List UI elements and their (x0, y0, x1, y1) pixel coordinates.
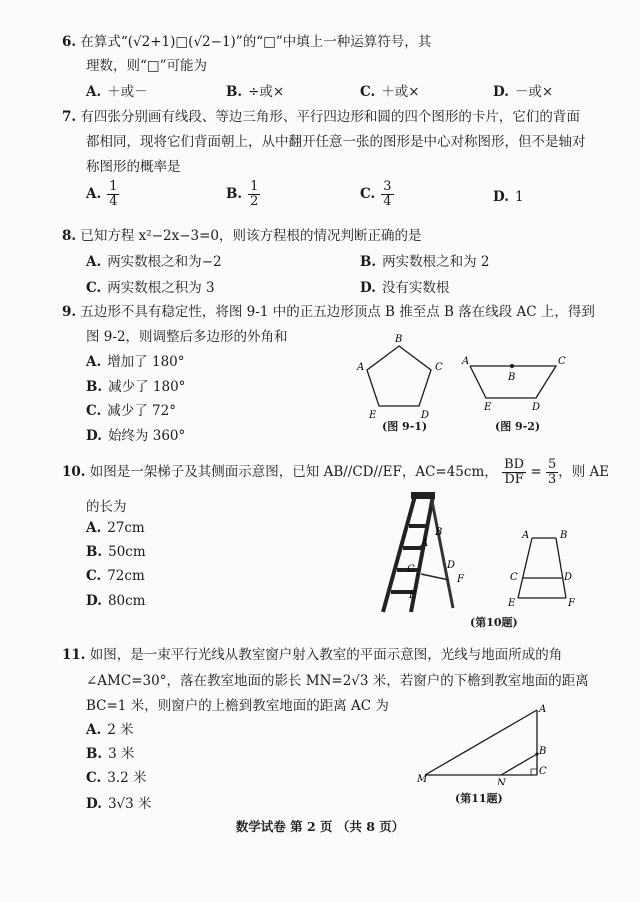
q9-line1 (62, 300, 595, 320)
svg-text:C: C (510, 572, 518, 583)
svg-text:D: D (421, 410, 430, 420)
q9-option-a: A. 增加了 180° (86, 354, 185, 370)
q11-line3: BC=1 米，则窗户的上檐到教室地面的距离 AC 为 (86, 698, 389, 714)
q11-line1 (62, 643, 562, 663)
svg-text:A: A (539, 704, 547, 715)
svg-text:F: F (568, 598, 575, 608)
q9-line2: 图 9-2，则调整后多边形的外角和 (86, 329, 288, 345)
q10-option-a: A. 27cm (86, 520, 145, 536)
q11-number: 11. (62, 647, 86, 663)
q8-text: 已知方程 x²−2x−3=0，则该方程根的情况判断正确的是 (80, 228, 422, 244)
shadow-triangle-diagram (415, 700, 555, 785)
q8-option-b: B. 两实数根之和为 2 (360, 254, 490, 270)
q10-option-d: D. 80cm (86, 593, 146, 609)
svg-text:C: C (435, 362, 443, 373)
svg-text:M: M (417, 774, 428, 785)
q9-text: 五边形不具有稳定性，将图 9-1 中的正五边形顶点 B 推至点 B 落在线段 AC 上，得到 (80, 304, 595, 320)
q10-line2: 的长为 (86, 499, 127, 515)
svg-text:E: E (369, 410, 377, 420)
q6-option-c: C. ＋或× (360, 84, 420, 100)
q7-line2: 都相同，现将它们背面朝上，从中翻开任意一张的图形是中心对称图形，但不是轴对 (86, 134, 586, 150)
svg-text:E: E (409, 590, 417, 601)
svg-text:E: E (508, 598, 516, 608)
q7-option-a: A. $\frac{1}{4}$ (86, 179, 118, 209)
q6-option-d: D. －或× (493, 84, 554, 100)
q6-line1 (62, 30, 431, 50)
svg-text:A: A (357, 362, 365, 373)
svg-text:C: C (407, 564, 415, 575)
svg-text:N: N (497, 778, 506, 785)
q10-line1: 10. 如图是一架梯子及其侧面示意图，已知 AB//CD//EF，AC=45cm， $\frac{BD}{DF}$ = $\frac{5}{3}$ ，则 AE (62, 457, 610, 487)
figure-11-caption: (第11题) (455, 792, 503, 805)
q6-option-b: B. ÷或× (226, 84, 285, 100)
q9-option-c: C. 减少了 72° (86, 403, 176, 419)
svg-text:E: E (484, 402, 492, 413)
q7-line3: 称图形的概率是 (86, 159, 181, 175)
q10-fraction-bd-df: $\frac{BD}{DF}$ (504, 457, 525, 487)
q11-option-c: C. 3.2 米 (86, 770, 147, 786)
q6-text: 在算式“(√2+1)□(√2−1)”的“□”中填上一种运算符号，其 (80, 34, 432, 50)
svg-text:D: D (564, 572, 573, 583)
page-footer: 数学试卷 第 2 页 （共 8 页） (235, 819, 405, 834)
q7-option-d: D. 1 (493, 189, 524, 205)
q10-option-b: B. 50cm (86, 544, 146, 560)
q7-text: 有四张分别画有线段、等边三角形、平行四边形和圆的四个图形的卡片，它们的背面 (80, 109, 580, 125)
q8-option-d: D. 没有实数根 (360, 280, 450, 296)
svg-text:B: B (539, 746, 547, 757)
q8-line1 (62, 224, 422, 244)
q11-option-d: D. 3√3 米 (86, 796, 152, 812)
figure-9-1-caption: (图 9-1) (382, 420, 428, 433)
q11-option-a: A. 2 米 (86, 722, 134, 738)
pentagon-figure-9-1 (355, 330, 465, 420)
svg-text:A: A (462, 356, 470, 367)
svg-text:A: A (421, 538, 429, 549)
q6-line2: 理数，则“□”可能为 (86, 58, 208, 74)
q6-option-a: A. ＋或－ (86, 84, 148, 100)
svg-text:B: B (395, 334, 403, 345)
q7-option-c: C. $\frac{3}{4}$ (360, 179, 392, 209)
q6-number: 6. (62, 34, 77, 50)
q10-number: 10. (62, 464, 86, 480)
svg-text:B: B (560, 530, 568, 541)
svg-text:C: C (558, 356, 566, 367)
svg-text:B: B (508, 372, 516, 383)
q10-fraction-5-3: $\frac{5}{3}$ (547, 457, 557, 487)
q11-line2: ∠AMC=30°，落在教室地面的影长 MN=2√3 米，若窗户的下檐到教室地面的距离 (86, 673, 589, 689)
q7-number: 7. (62, 109, 77, 125)
svg-text:C: C (539, 766, 547, 777)
q8-option-c: C. 两实数根之积为 3 (86, 280, 215, 296)
svg-text:D: D (447, 560, 456, 571)
q8-number: 8. (62, 228, 77, 244)
figure-9-2-caption: (图 9-2) (495, 420, 541, 433)
figure-9-2 (460, 350, 580, 420)
q11-option-b: B. 3 米 (86, 746, 135, 762)
q8-option-a: A. 两实数根之和为−2 (86, 254, 222, 270)
ladder-illustration (375, 488, 475, 616)
q9-option-b: B. 减少了 180° (86, 379, 186, 395)
svg-text:B: B (435, 527, 443, 538)
q9-option-d: D. 始终为 360° (86, 428, 186, 444)
q10-option-c: C. 72cm (86, 568, 145, 584)
ladder-side-diagram (500, 528, 590, 608)
q7-line1 (62, 105, 580, 125)
figure-10-caption: (第10题) (470, 616, 518, 629)
q7-option-b: B. $\frac{1}{2}$ (226, 179, 259, 209)
q9-number: 9. (62, 304, 77, 320)
q11-text: 如图，是一束平行光线从教室窗户射入教室的平面示意图，光线与地面所成的角 (89, 647, 563, 663)
svg-text:D: D (532, 402, 541, 413)
q10-text: 如图是一架梯子及其侧面示意图，已知 AB//CD//EF，AC=45cm， (89, 464, 498, 480)
svg-text:F: F (457, 574, 464, 585)
svg-text:A: A (522, 530, 530, 541)
